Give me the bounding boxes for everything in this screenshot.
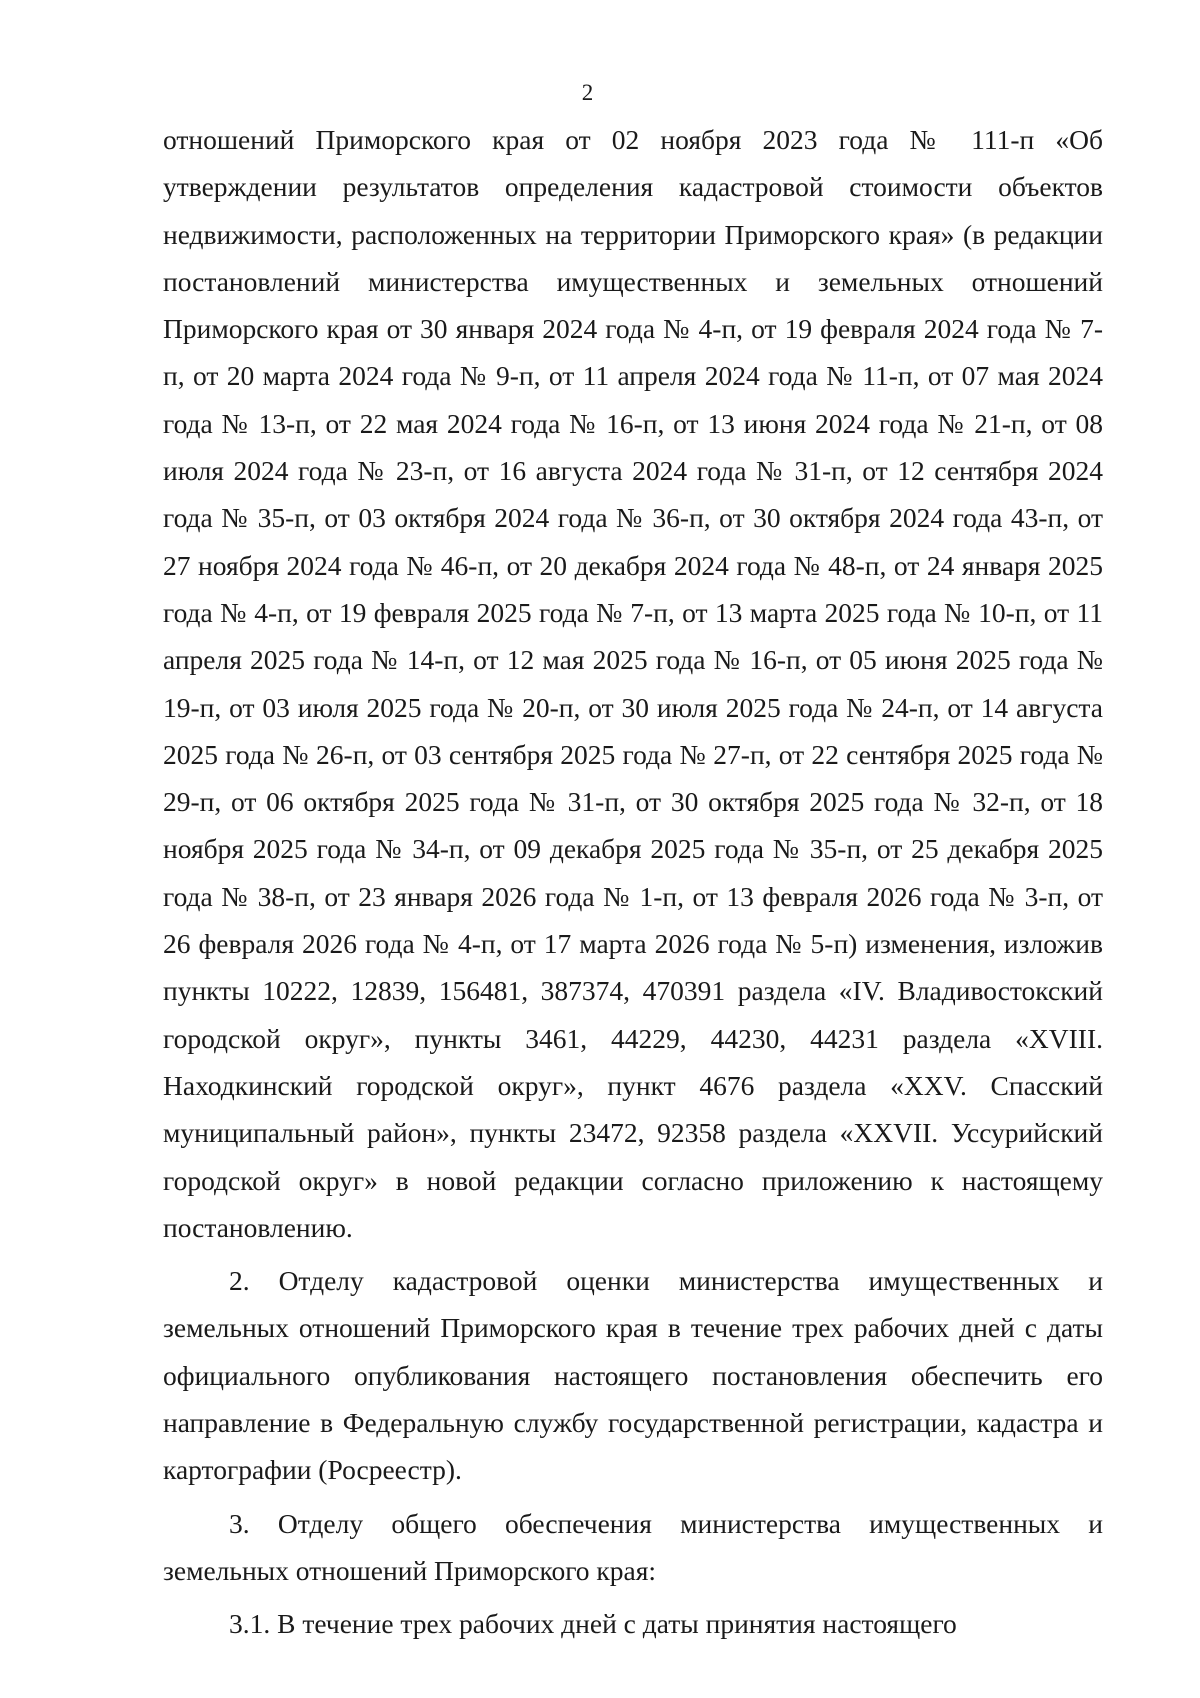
document-body [163,116,1103,1648]
page-number: 2 [581,80,594,105]
paragraph-item-2: 2. Отделу кадастровой оценки министерства имущественных и земельных отношений Приморского края в течение трех рабочих дней с даты официального опубликования настоящего постановления обеспечить его направление в Федеральную службу государственной регистрации, кадастра и картографии (Росреестр). [163,1265,1103,1486]
paragraph-item-3-1: 3.1. В течение трех рабочих дней с даты принятия настоящего [229,1608,957,1640]
paragraph-item-3: 3. Отделу общего обеспечения министерства имущественных и земельных отношений Приморского края: [163,1507,1103,1586]
paragraph-continuation: отношений Приморского края от 02 ноября 2023 года № 111-п «Об утверждении результатов определения кадастровой стоимости объектов недвижимости, расположенных на территории Приморского края» (в редакции постановлений министерства имущественных и земельных отношений Приморского края от 30 января 2024 года № 4-п, от 19 февраля 2024 года № 7-п, от 20 марта 2024 года № 9-п, от 11 апреля 2024 года № 11-п, от 07 мая 2024 года № 13-п, от 22 мая 2024 года № 16-п, от 13 июня 2024 года № 21-п, от 08 июля 2024 года № 23-п, от 16 августа 2024 года № 31-п, от 12 сентября 2024 года № 35-п, от 03 октября 2024 года № 36-п, от 30 октября 2024 года 43-п, от 27 ноября 2024 года № 46-п, от 20 декабря 2024 года № 48-п, от 24 января 2025 года № 4-п, от 19 февраля 2025 года № 7-п, от 13 марта 2025 года № 10-п, от 11 апреля 2025 года № 14-п, от 12 мая 2025 года № 16-п, от 05 июня 2025 года № 19-п, от 03 июля 2025 года № 20-п, от 30 июля 2025 года № 24-п, от 14 августа 2025 года № 26-п, от 03 сентября 2025 года № 27-п, от 22 сентября 2025 года № 29-п, от 06 октября 2025 года № 31-п, от 30 октября 2025 года № 32-п, от 18 ноября 2025 года № 34-п, от 09 декабря 2025 года № 35-п, от 25 декабря 2025 года № 38-п, от 23 января 2026 года № 1-п, от 13 февраля 2026 года № 3-п, от 26 февраля 2026 года № 4-п, от 17 марта 2026 года № 5-п) изменения, изложив пункты 10222, 12839, 156481, 387374, 470391 раздела «IV. Владивостокский городской округ», пункты 3461, 44229, 44230, 44231 раздела «XVIII. Находкинский городской округ», пункт 4676 раздела «XXV. Спасский муниципальный район», пункты 23472, 92358 раздела «XXVII. Уссурийский городской округ» в новой редакции согласно приложению к настоящему постановлению. [163,124,1103,1243]
